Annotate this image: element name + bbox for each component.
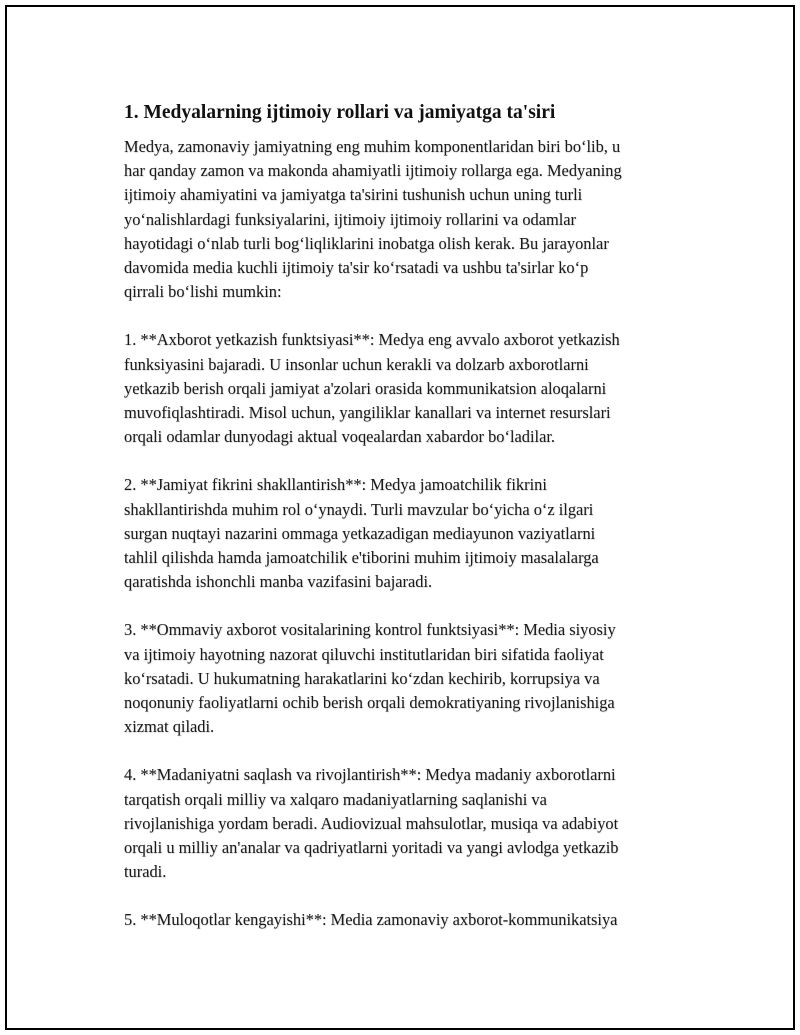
- page-frame: [5, 5, 795, 1030]
- text-line: davomida media kuchli ijtimoiy ta'sir ko‘rsatadi va ushbu ta'sirlar ko‘p: [124, 258, 589, 278]
- text-line: 2. **Jamiyat fikrini shakllantirish**: Medya jamoatchilik fikrini: [124, 475, 547, 495]
- text-line: qirrali bo‘lishi mumkin:: [124, 282, 282, 302]
- text-line: orqali odamlar dunyodagi aktual voqealardan xabardor bo‘ladilar.: [124, 427, 556, 447]
- text-line: qaratishda ishonchli manba vazifasini bajaradi.: [124, 572, 433, 592]
- list-item-3-paragraph: [124, 618, 689, 739]
- text-line: ijtimoiy ahamiyatini va jamiyatga ta'sirini tushunish uchun uning turli: [124, 185, 583, 205]
- text-line: turadi.: [124, 862, 167, 882]
- text-line: tarqatish orqali milliy va xalqaro madaniyatlarning saqlanishi va: [124, 789, 547, 809]
- text-line: 3. **Ommaviy axborot vositalarining kontrol funktsiyasi**: Media siyosiy: [124, 620, 616, 640]
- text-line: tahlil qilishda hamda jamoatchilik e'tiborini muhim ijtimoiy masalalarga: [124, 548, 599, 568]
- text-line: rivojlanishiga yordam beradi. Audiovizual mahsulotlar, musiqa va adabiyot: [124, 813, 619, 833]
- text-line: yo‘nalishlardagi funksiyalarini, ijtimoiy ijtimoiy rollarini va odamlar: [124, 209, 577, 229]
- text-line: 1. **Axborot yetkazish funktsiyasi**: Medya eng avvalo axborot yetkazish: [124, 330, 620, 350]
- text-line: har qanday zamon va makonda ahamiyatli ijtimoiy rollarga ega. Medyaning: [124, 161, 622, 181]
- text-line: yetkazib berish orqali jamiyat a'zolari orasida kommunikatsion aloqalarni: [124, 378, 607, 398]
- text-line: funksiyasini bajaradi. U insonlar uchun kerakli va dolzarb axborotlarni: [124, 354, 589, 374]
- text-line: 5. **Muloqotlar kengayishi**: Media zamonaviy axborot-kommunikatsiya: [124, 910, 618, 930]
- text-line: 4. **Madaniyatni saqlash va rivojlantirish**: Medya madaniy axborotlarni: [124, 765, 616, 785]
- list-item-5-paragraph: [124, 908, 689, 932]
- text-line: noqonuniy faoliyatlarni ochib berish orqali demokratiyaning rivojlanishiga: [124, 693, 615, 713]
- text-line: xizmat qiladi.: [124, 717, 215, 737]
- intro-paragraph: [124, 135, 689, 304]
- text-line: shakllantirishda muhim rol o‘ynaydi. Turli mavzular bo‘yicha o‘z ilgari: [124, 499, 594, 519]
- text-line: orqali u milliy an'analar va qadriyatlarni yoritadi va yangi avlodga yetkazib: [124, 838, 619, 858]
- list-item-4-paragraph: [124, 763, 689, 884]
- text-line: hayotidagi o‘nlab turli bog‘liqliklarini inobatga olish kerak. Bu jarayonlar: [124, 233, 609, 253]
- text-line: Medya, zamonaviy jamiyatning eng muhim komponentlaridan biri bo‘lib, u: [124, 137, 621, 156]
- text-line: va ijtimoiy hayotning nazorat qiluvchi institutlaridan biri sifatida faoliyat: [124, 644, 604, 664]
- section-heading: 1. Medyalarning ijtimoiy rollari va jamiyatga ta'siri: [124, 102, 556, 123]
- text-line: surgan nuqtayi nazarini ommaga yetkazadigan mediayunon vaziyatlarni: [124, 523, 596, 543]
- list-item-2-paragraph: [124, 473, 689, 594]
- text-line: ko‘rsatadi. U hukumatning harakatlarini ko‘zdan kechirib, korrupsiya va: [124, 668, 600, 688]
- document-body: [124, 100, 689, 957]
- text-line: muvofiqlashtiradi. Misol uchun, yangiliklar kanallari va internet resurslari: [124, 403, 611, 423]
- list-item-1-paragraph: [124, 328, 689, 449]
